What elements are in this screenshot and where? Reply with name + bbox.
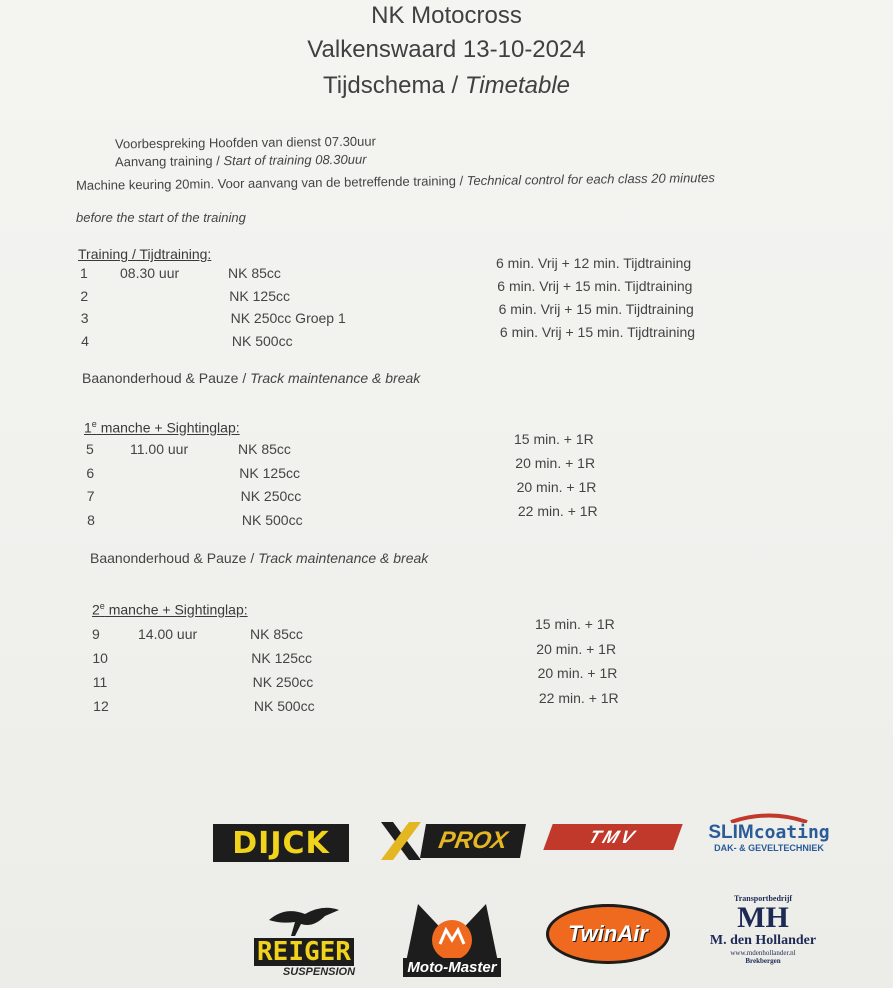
row-number: 1 [80,265,88,281]
row-number: 5 [86,441,94,457]
row-class: NK 125cc [229,287,290,304]
row-number: 4 [81,332,89,349]
heron-icon [265,902,343,938]
briefing-note: Voorbespreking Hoofden van dienst 07.30uur [114,133,376,152]
row-time: 11.00 uur [130,441,189,457]
row-class: NK 500cc [253,698,315,714]
row-duration: 20 min. + 1R [536,640,617,657]
row-class: NK 125cc [251,650,312,666]
row-number: 2 [80,287,89,304]
row-class: NK 250cc [240,488,302,504]
row-number: 3 [80,310,89,326]
row-duration: 20 min. + 1R [537,665,618,681]
row-class: NK 500cc [241,511,303,528]
event-title: NK Motocross [371,2,522,29]
moto-master-emblem-icon [400,900,504,964]
row-duration: 15 min. + 1R [535,616,615,632]
row-duration: 20 min. + 1R [515,455,596,471]
row-duration: 15 min. + 1R [514,431,594,447]
row-duration: 6 min. Vrij + 15 min. Tijdtraining [498,301,694,317]
training-start-note: Aanvang training / Start of training 08.30uur [114,151,367,170]
prox-x-icon [379,820,423,862]
row-class: NK 85cc [250,626,303,642]
row-number: 11 [92,674,108,690]
row-number: 7 [86,488,95,504]
row-time: 08.30 uur [120,265,180,281]
row-duration: 6 min. Vrij + 15 min. Tijdtraining [497,278,693,294]
row-class: NK 250cc [252,674,314,690]
slim-coating-logo: SLIMcoating DAK- & GEVELTECHNIEK [704,808,834,858]
row-number: 6 [86,464,95,481]
row-time: 14.00 uur [138,626,198,642]
schedule-title: Tijdschema / Timetable [323,72,570,99]
prox-logo: PROX [378,820,524,862]
tmv-logo: TMV [543,824,682,850]
row-number: 9 [92,626,100,642]
break-1: Baanonderhoud & Pauze / Track maintenance & break [82,370,421,386]
moto2-heading: 2e manche + Sightinglap: [92,601,248,618]
den-hollander-logo: Transportbedrijf MH M. den Hollander www.mdenhollander.nl Brekbergen [709,893,817,965]
row-class: NK 85cc [228,265,281,281]
row-duration: 22 min. + 1R [538,689,619,706]
row-duration: 6 min. Vrij + 15 min. Tijdtraining [499,324,696,340]
row-class: NK 125cc [239,464,300,481]
row-duration: 20 min. + 1R [516,479,597,495]
row-duration: 6 min. Vrij + 12 min. Tijdtraining [496,255,692,271]
row-class: NK 250cc Groep 1 [230,310,346,326]
row-duration: 22 min. + 1R [517,503,598,519]
row-class: NK 500cc [231,332,293,349]
technical-control-note-cont: before the start of the training [76,210,246,225]
row-class: NK 85cc [238,441,291,457]
row-number: 8 [87,511,95,528]
moto-master-logo: Moto-Master [394,894,510,982]
training-heading: Training / Tijdtraining: [78,246,212,262]
twin-air-logo: TwinAir [546,904,670,964]
technical-control-note: Machine keuring 20min. Voor aanvang van de betreffende training / Technical control for each class 20 minutes [75,170,715,193]
moto1-heading: 1e manche + Sightinglap: [84,419,240,436]
row-number: 10 [92,650,108,666]
dijck-logo: DIJCK [213,824,349,862]
reiger-suspension-logo: REIGER SUSPENSION [246,896,362,984]
event-venue-date: Valkenswaard 13-10-2024 [307,36,586,63]
row-number: 12 [93,698,109,714]
break-2: Baanonderhoud & Pauze / Track maintenance & break [90,550,429,566]
